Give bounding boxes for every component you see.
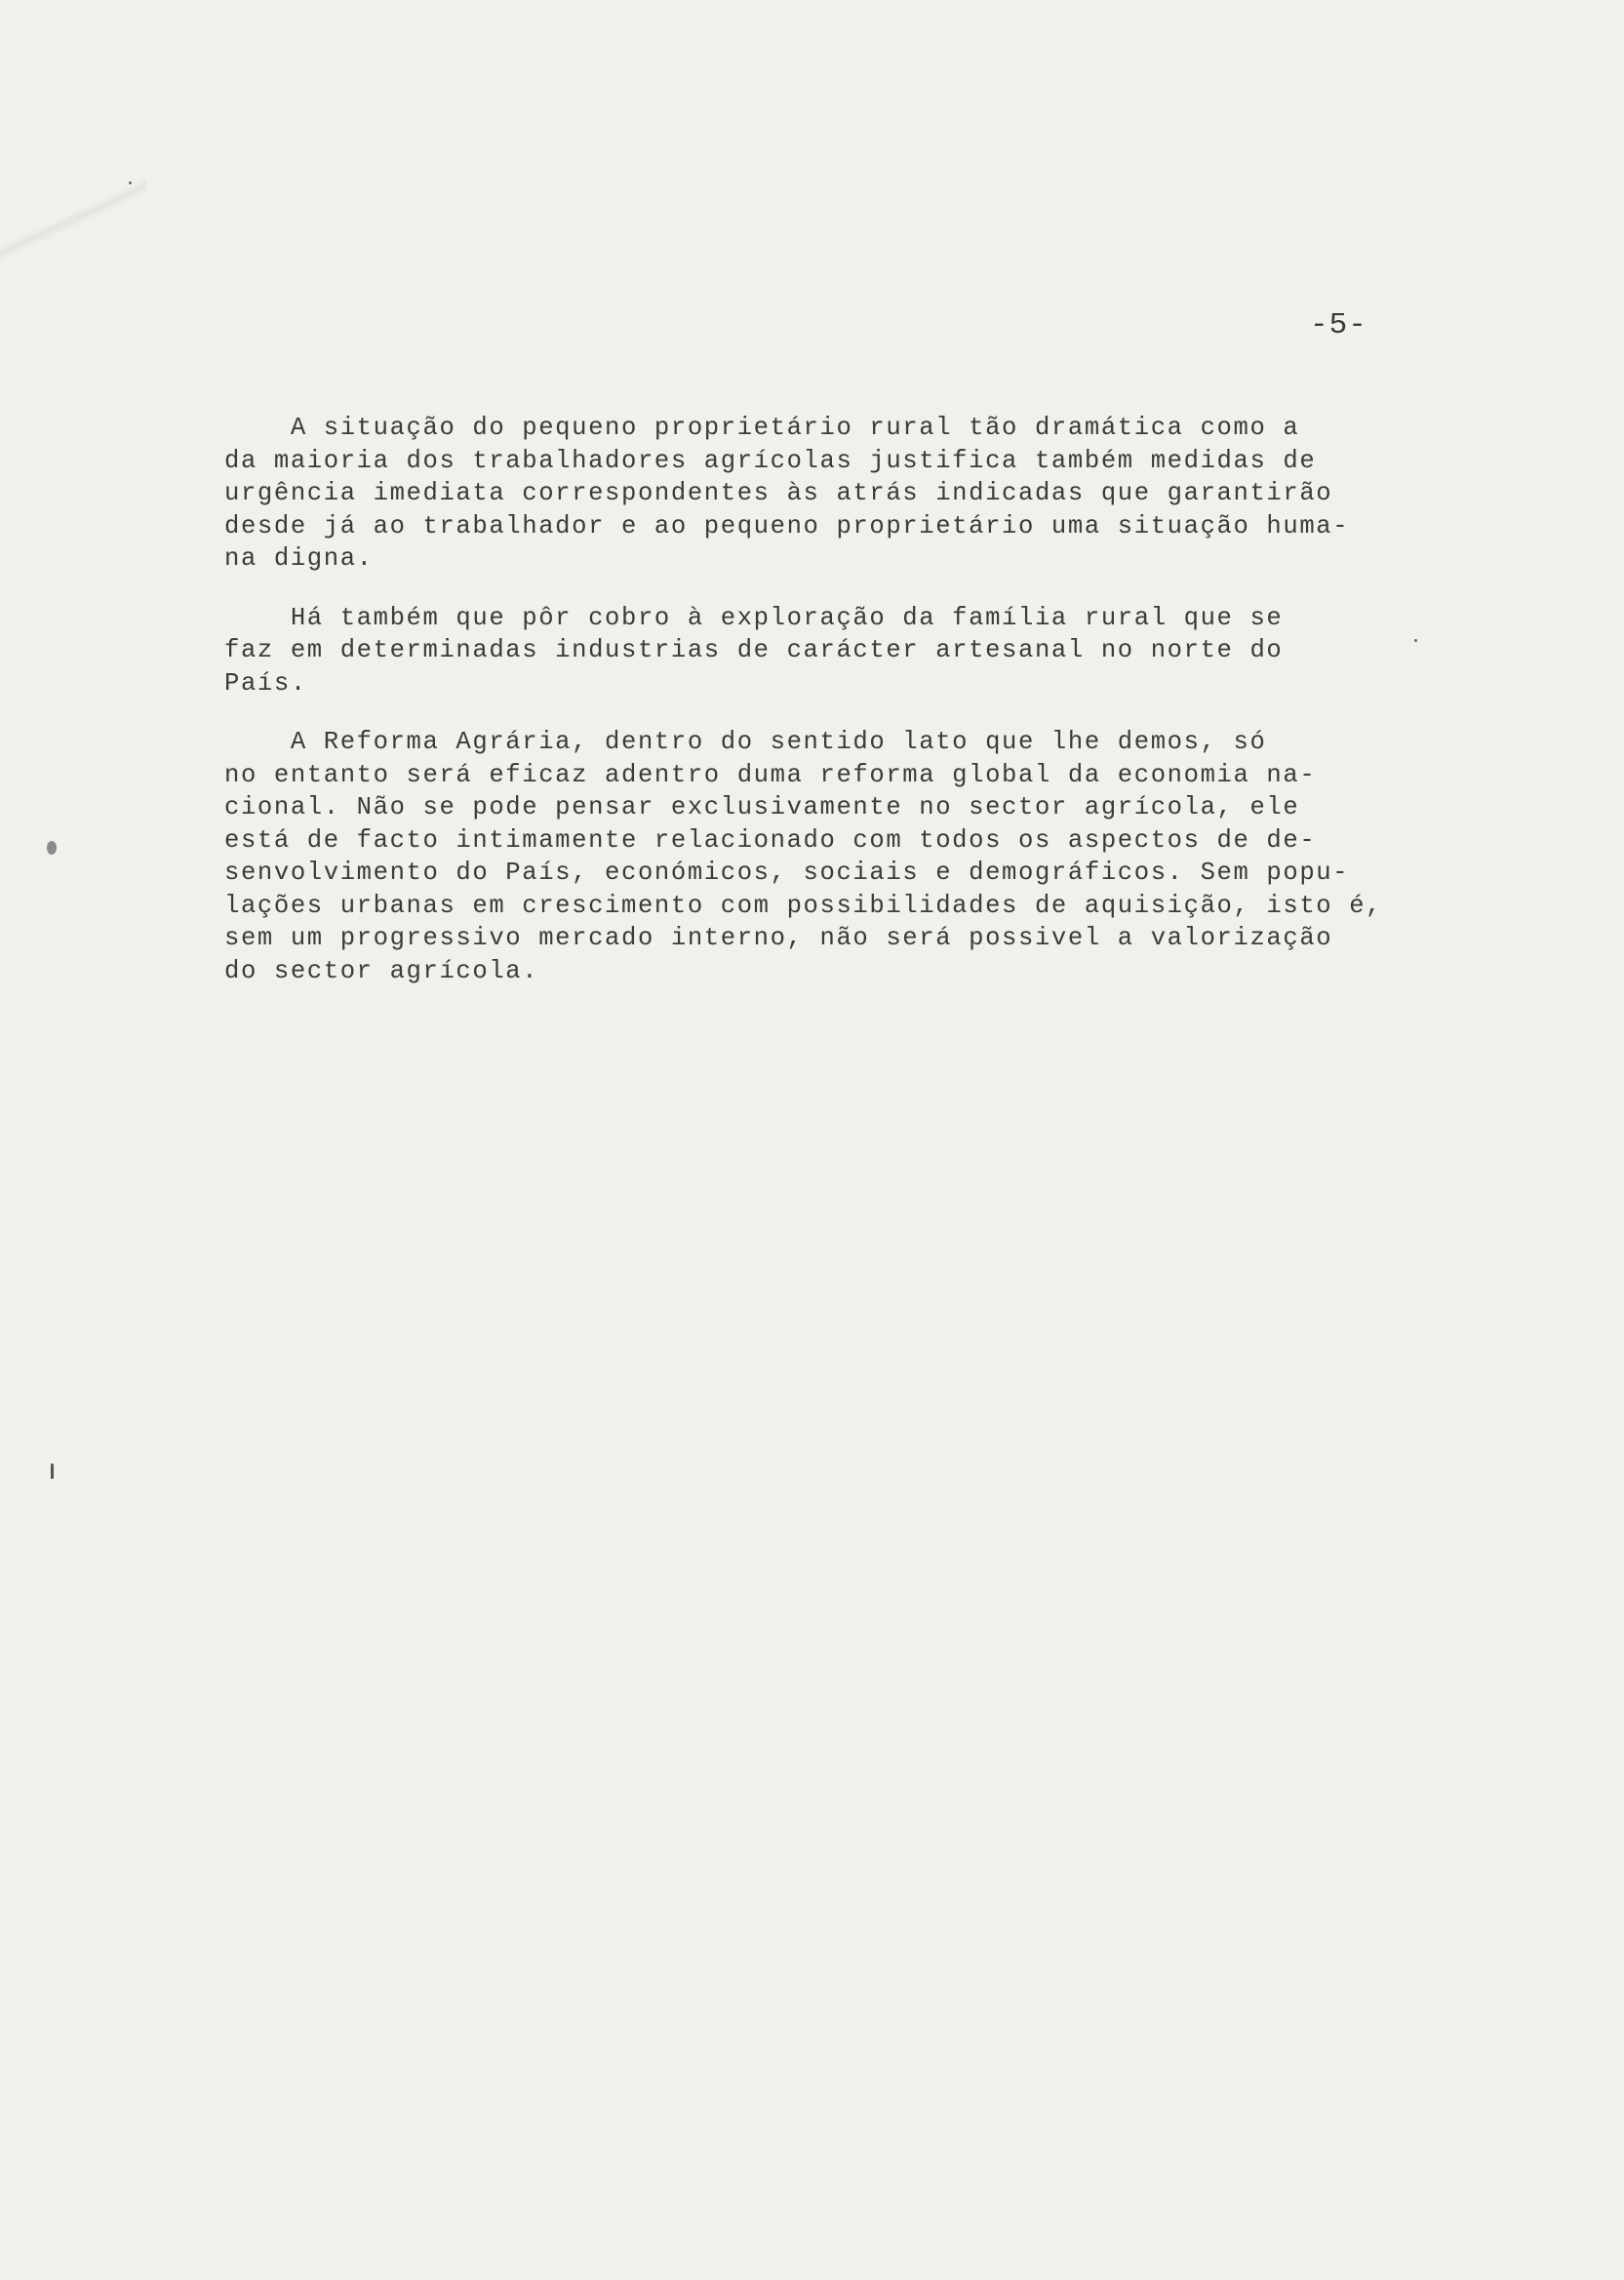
text-line: sem um progressivo mercado interno, não será possivel a valorização (224, 924, 1333, 952)
paragraph-1 (224, 412, 1439, 576)
text-line: do sector agrícola. (224, 956, 539, 985)
text-line: desde já ao trabalhador e ao pequeno proprietário uma situação huma- (224, 511, 1350, 540)
text-line: A Reforma Agrária, dentro do sentido lato que lhe demos, só (224, 728, 1267, 756)
text-line: lações urbanas em crescimento com possibilidades de aquisição, isto é, (224, 891, 1383, 920)
text-line: A situação do pequeno proprietário rural tão dramática como a (224, 414, 1300, 442)
text-line: na digna. (224, 544, 374, 573)
text-line: da maioria dos trabalhadores agrícolas justifica também medidas de (224, 446, 1317, 475)
ink-speck (129, 181, 132, 184)
text-line: urgência imediata correspondentes às atrás indicadas que garantirão (224, 479, 1333, 507)
ink-speck (47, 841, 57, 855)
ink-speck (1414, 639, 1417, 642)
text-line: Há também que pôr cobro à exploração da família rural que se (224, 603, 1284, 632)
document-body (224, 412, 1439, 987)
text-line: no entanto será eficaz adentro duma reforma global da economia na- (224, 760, 1317, 789)
text-line: está de facto intimamente relacionado com todos os aspectos de de- (224, 825, 1317, 855)
text-line: País. (224, 668, 307, 698)
paper-fold-shadow (0, 176, 146, 263)
text-line: faz em determinadas industrias de carácter artesanal no norte do (224, 636, 1284, 664)
paragraph-3 (224, 726, 1439, 987)
paragraph-2 (224, 602, 1439, 700)
text-line: senvolvimento do País, económicos, sociais e demográficos. Sem popu- (224, 859, 1350, 887)
page-number: -5- (1310, 308, 1367, 342)
ink-speck (51, 1463, 54, 1479)
text-line: cional. Não se pode pensar exclusivamente no sector agrícola, ele (224, 793, 1300, 821)
